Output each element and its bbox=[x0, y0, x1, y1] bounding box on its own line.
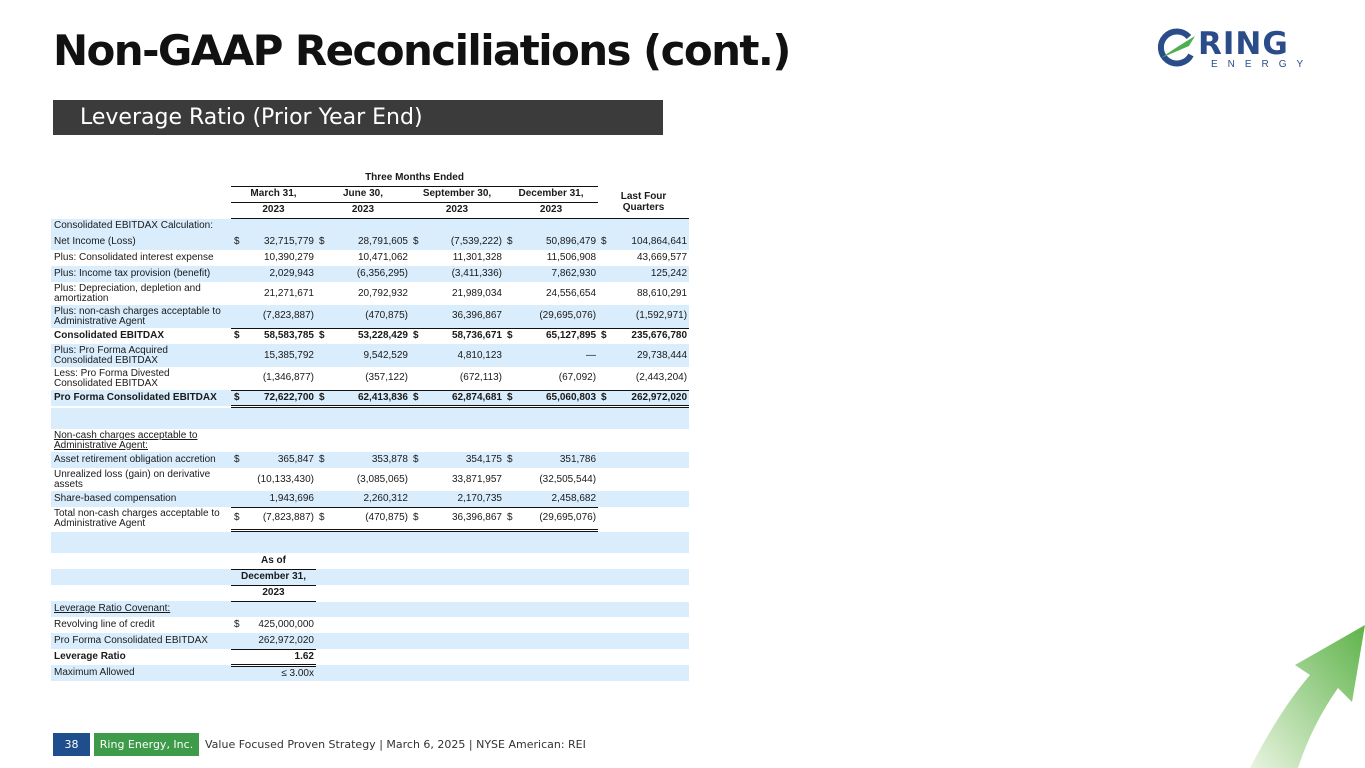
cell-value: 50,896,479 bbox=[518, 234, 598, 250]
currency-symbol bbox=[598, 367, 612, 390]
currency-symbol bbox=[231, 633, 245, 649]
table-row bbox=[51, 468, 689, 491]
header-month: December 31, bbox=[504, 186, 598, 202]
cell-value: 1,943,696 bbox=[245, 491, 316, 507]
currency-symbol: $ bbox=[504, 390, 518, 406]
leverage-ratio-table bbox=[51, 170, 689, 681]
cell-value: (3,411,336) bbox=[424, 266, 504, 282]
currency-symbol: $ bbox=[410, 452, 424, 468]
page-title: Non-GAAP Reconciliations (cont.) bbox=[53, 26, 790, 75]
cell-value: 36,396,867 bbox=[424, 305, 504, 328]
cell-value: 32,715,779 bbox=[245, 234, 316, 250]
cell-value: (470,875) bbox=[330, 507, 410, 530]
header-month: March 31, bbox=[231, 186, 316, 202]
currency-symbol bbox=[410, 282, 424, 305]
cell-value: 235,676,780 bbox=[631, 330, 688, 342]
cell-value: 62,413,836 bbox=[330, 390, 410, 406]
row-label: Plus: non-cash charges acceptable to Administrative Agent bbox=[51, 305, 231, 328]
cell-value: 11,506,908 bbox=[546, 252, 597, 263]
currency-symbol bbox=[231, 649, 245, 665]
currency-symbol: $ bbox=[231, 452, 245, 468]
currency-symbol: $ bbox=[598, 234, 612, 250]
currency-symbol bbox=[231, 282, 245, 305]
currency-symbol bbox=[316, 367, 330, 390]
header-month: June 30, bbox=[316, 186, 410, 202]
currency-symbol bbox=[316, 305, 330, 328]
table-row bbox=[51, 328, 689, 344]
cell-value: 72,622,700 bbox=[245, 390, 316, 406]
table-row bbox=[51, 452, 689, 468]
footer-company: Ring Energy, Inc. bbox=[94, 733, 199, 756]
currency-symbol: $ bbox=[410, 390, 424, 406]
table-row bbox=[51, 491, 689, 507]
currency-symbol: $ bbox=[598, 390, 612, 406]
cell-value: 2,260,312 bbox=[330, 491, 410, 507]
currency-symbol bbox=[410, 491, 424, 507]
header-year: 2023 bbox=[410, 202, 504, 218]
currency-symbol bbox=[504, 282, 518, 305]
footer-text: Value Focused Proven Strategy | March 6, 2025 | NYSE American: REI bbox=[205, 738, 586, 751]
row-label: Leverage Ratio bbox=[54, 651, 126, 662]
cell-value: (1,346,877) bbox=[245, 367, 316, 390]
currency-symbol bbox=[316, 491, 330, 507]
currency-symbol: $ bbox=[231, 234, 245, 250]
currency-symbol bbox=[316, 468, 330, 491]
cell-value: 15,385,792 bbox=[245, 344, 316, 367]
header-month: September 30, bbox=[410, 186, 504, 202]
section-header: Leverage Ratio (Prior Year End) bbox=[53, 100, 663, 135]
cell-value: 262,972,020 bbox=[612, 390, 689, 406]
row-label: Pro Forma Consolidated EBITDAX bbox=[51, 390, 231, 406]
currency-symbol bbox=[598, 282, 612, 305]
cell-value: 365,847 bbox=[245, 452, 316, 468]
cell-value: (7,823,887) bbox=[245, 507, 316, 530]
currency-symbol bbox=[504, 266, 518, 282]
cell-value: 351,786 bbox=[518, 452, 598, 468]
table-row bbox=[51, 649, 689, 665]
table-row bbox=[51, 266, 689, 282]
currency-symbol bbox=[504, 250, 518, 266]
currency-symbol: $ bbox=[316, 234, 330, 250]
currency-symbol: $ bbox=[234, 619, 240, 630]
row-label: Plus: Consolidated interest expense bbox=[54, 252, 214, 263]
cell-value: (7,823,887) bbox=[245, 305, 316, 328]
currency-symbol bbox=[504, 344, 518, 367]
row-label: Revolving line of credit bbox=[54, 619, 155, 630]
currency-symbol bbox=[410, 468, 424, 491]
cell-value: 88,610,291 bbox=[636, 287, 688, 299]
cell-value: 354,175 bbox=[424, 452, 504, 468]
cell-value: 1.62 bbox=[245, 649, 316, 665]
row-label: Plus: Depreciation, depletion and amortization bbox=[54, 282, 201, 304]
row-label: Net Income (Loss) bbox=[51, 234, 231, 250]
row-label: Plus: Pro Forma Acquired Consolidated EBITDAX bbox=[51, 344, 231, 367]
cell-value: 2,029,943 bbox=[245, 266, 316, 282]
table-row bbox=[51, 390, 689, 406]
cell-value: 262,972,020 bbox=[245, 633, 316, 649]
cell-value: 65,127,895 bbox=[545, 330, 597, 342]
spacer-row bbox=[51, 530, 689, 553]
cell-value: (10,133,430) bbox=[257, 473, 314, 485]
cell-value: (470,875) bbox=[330, 305, 410, 328]
asof-label: As of bbox=[231, 553, 316, 569]
table-row bbox=[51, 617, 689, 633]
currency-symbol bbox=[231, 250, 245, 266]
header-last-four: Last Four Quarters bbox=[598, 186, 689, 218]
row-label: Less: Pro Forma Divested Consolidated EBITDAX bbox=[54, 367, 170, 389]
currency-symbol: $ bbox=[504, 507, 518, 530]
currency-symbol bbox=[231, 266, 245, 282]
section-label: Non-cash charges acceptable to Administrative Agent: bbox=[54, 429, 198, 451]
cell-value: 125,242 bbox=[612, 266, 689, 282]
cell-value: 21,271,671 bbox=[263, 287, 314, 299]
company-logo bbox=[1155, 28, 1315, 74]
currency-symbol bbox=[410, 266, 424, 282]
currency-symbol: $ bbox=[504, 234, 518, 250]
cell-value: 9,542,529 bbox=[330, 344, 410, 367]
spacer-row bbox=[51, 406, 689, 429]
table-row bbox=[51, 282, 689, 305]
currency-symbol bbox=[410, 305, 424, 328]
cell-value: 20,792,932 bbox=[357, 287, 408, 299]
currency-symbol bbox=[504, 305, 518, 328]
currency-symbol bbox=[231, 344, 245, 367]
currency-symbol bbox=[598, 344, 612, 367]
cell-value: 425,000,000 bbox=[258, 619, 314, 630]
page-number: 38 bbox=[53, 733, 90, 756]
header-year: 2023 bbox=[504, 202, 598, 218]
cell-value: 2,170,735 bbox=[424, 491, 504, 507]
asof-year: 2023 bbox=[231, 585, 316, 601]
currency-symbol bbox=[504, 468, 518, 491]
cell-value: 4,810,123 bbox=[424, 344, 504, 367]
cell-value: 43,669,577 bbox=[636, 252, 688, 263]
section-label: Consolidated EBITDAX Calculation: bbox=[51, 218, 689, 234]
currency-symbol bbox=[316, 282, 330, 305]
row-label: Share-based compensation bbox=[51, 491, 231, 507]
currency-symbol bbox=[410, 344, 424, 367]
row-label: Pro Forma Consolidated EBITDAX bbox=[51, 633, 231, 649]
cell-value: 104,864,641 bbox=[612, 234, 689, 250]
table-row bbox=[51, 305, 689, 328]
cell-value: 21,989,034 bbox=[451, 287, 502, 299]
header-three-months: Three Months Ended bbox=[231, 170, 598, 186]
table-row bbox=[51, 665, 689, 681]
logo-subword: ENERGY bbox=[1211, 59, 1314, 70]
table-row bbox=[51, 250, 689, 266]
cell-value: (2,443,204) bbox=[612, 367, 689, 390]
currency-symbol bbox=[231, 367, 245, 390]
currency-symbol bbox=[410, 250, 424, 266]
cell-value: 53,228,429 bbox=[357, 330, 408, 342]
currency-symbol: $ bbox=[234, 330, 240, 342]
cell-value: 28,791,605 bbox=[330, 234, 410, 250]
cell-value: 58,736,671 bbox=[451, 330, 502, 342]
row-label: Asset retirement obligation accretion bbox=[51, 452, 231, 468]
table-row bbox=[51, 344, 689, 367]
currency-symbol: $ bbox=[601, 330, 607, 342]
cell-value: (6,356,295) bbox=[330, 266, 410, 282]
currency-symbol bbox=[316, 344, 330, 367]
currency-symbol: $ bbox=[231, 390, 245, 406]
row-label: Consolidated EBITDAX bbox=[54, 330, 165, 341]
header-year: 2023 bbox=[316, 202, 410, 218]
cell-value: (1,592,971) bbox=[612, 305, 689, 328]
currency-symbol bbox=[598, 266, 612, 282]
row-label: Maximum Allowed bbox=[51, 665, 231, 681]
currency-symbol bbox=[410, 367, 424, 390]
currency-symbol: $ bbox=[504, 452, 518, 468]
currency-symbol bbox=[231, 305, 245, 328]
cell-value: (67,092) bbox=[518, 367, 598, 390]
row-label: Total non-cash charges acceptable to Administrative Agent bbox=[54, 507, 220, 529]
decorative-arrow-icon bbox=[1240, 620, 1365, 768]
cell-value: ≤ 3.00x bbox=[245, 665, 316, 681]
table-row bbox=[51, 234, 689, 250]
cell-value: 65,060,803 bbox=[518, 390, 598, 406]
table-row bbox=[51, 633, 689, 649]
cell-value: (3,085,065) bbox=[356, 473, 408, 485]
row-label: Plus: Income tax provision (benefit) bbox=[51, 266, 231, 282]
cell-value: 10,390,279 bbox=[263, 252, 314, 263]
currency-symbol bbox=[231, 491, 245, 507]
cell-value: (357,122) bbox=[330, 367, 410, 390]
cell-value: (672,113) bbox=[424, 367, 504, 390]
cell-value: 7,862,930 bbox=[518, 266, 598, 282]
currency-symbol: $ bbox=[316, 390, 330, 406]
row-label: Unrealized loss (gain) on derivative assets bbox=[54, 468, 211, 490]
cell-value: 24,556,654 bbox=[545, 287, 597, 299]
cell-value: 62,874,681 bbox=[424, 390, 504, 406]
cell-value: 29,738,444 bbox=[612, 344, 689, 367]
currency-symbol: $ bbox=[319, 330, 325, 342]
cell-value: (29,695,076) bbox=[518, 507, 598, 530]
table-row bbox=[51, 507, 689, 530]
section-label: Leverage Ratio Covenant: bbox=[54, 603, 171, 614]
table-row bbox=[51, 367, 689, 390]
ring-logo-icon bbox=[1155, 28, 1197, 70]
cell-value: 2,458,682 bbox=[518, 491, 598, 507]
currency-symbol: $ bbox=[410, 234, 424, 250]
currency-symbol: $ bbox=[413, 330, 419, 342]
footer bbox=[53, 733, 586, 756]
cell-value: 58,583,785 bbox=[263, 330, 314, 342]
asof-month: December 31, bbox=[231, 569, 316, 585]
currency-symbol bbox=[598, 305, 612, 328]
currency-symbol bbox=[504, 491, 518, 507]
cell-value: (7,539,222) bbox=[424, 234, 504, 250]
header-year: 2023 bbox=[231, 202, 316, 218]
cell-value: 33,871,957 bbox=[451, 473, 502, 485]
cell-value: 36,396,867 bbox=[424, 507, 504, 530]
currency-symbol bbox=[316, 266, 330, 282]
currency-symbol: $ bbox=[410, 507, 424, 530]
currency-symbol bbox=[231, 665, 245, 681]
cell-value: 11,301,328 bbox=[452, 252, 502, 263]
cell-value: (32,505,544) bbox=[539, 473, 597, 485]
currency-symbol bbox=[504, 367, 518, 390]
currency-symbol: $ bbox=[316, 507, 330, 530]
currency-symbol: $ bbox=[507, 330, 513, 342]
cell-value: 353,878 bbox=[330, 452, 410, 468]
cell-value: 10,471,062 bbox=[357, 252, 408, 263]
cell-value: — bbox=[518, 344, 598, 367]
currency-symbol: $ bbox=[231, 507, 245, 530]
cell-value: (29,695,076) bbox=[518, 305, 598, 328]
currency-symbol bbox=[598, 250, 612, 266]
logo-word: RING bbox=[1198, 26, 1289, 62]
currency-symbol bbox=[316, 250, 330, 266]
currency-symbol: $ bbox=[316, 452, 330, 468]
currency-symbol bbox=[231, 468, 245, 491]
